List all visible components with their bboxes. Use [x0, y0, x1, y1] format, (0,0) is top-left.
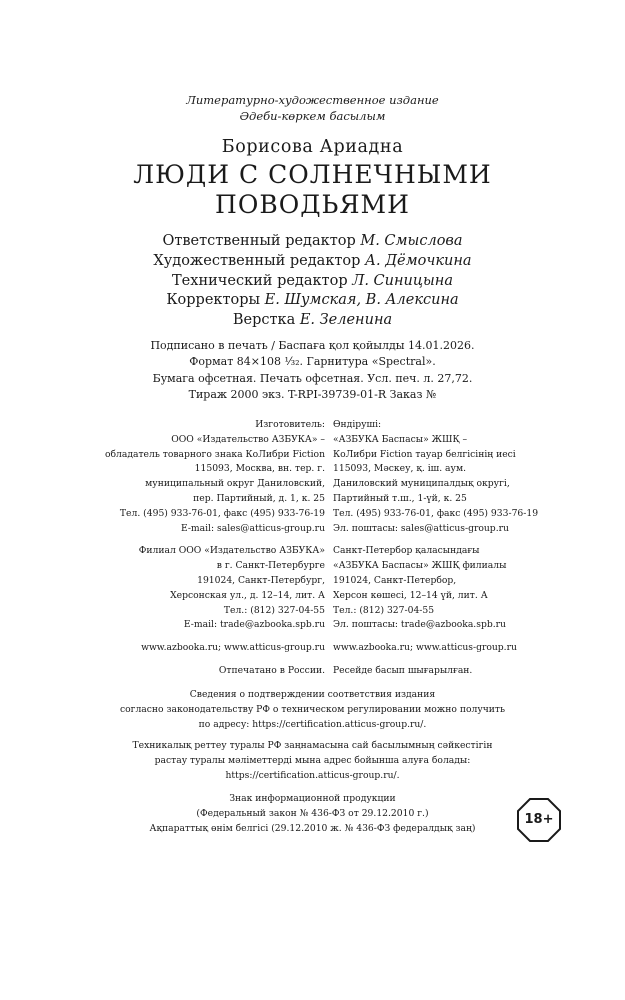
text-line: Тел.: (812) 327-04-55	[223, 604, 325, 616]
credit-name: Л. Синицына	[352, 272, 453, 289]
text-line: в г. Санкт-Петербурге	[216, 560, 325, 572]
text-line: 115093, Москва, вн. тер. г.	[194, 463, 325, 475]
credit-line	[0, 252, 625, 272]
genre-block	[0, 92, 625, 124]
certification-kz	[0, 739, 625, 783]
text-line: «АЗБУКА Баспасы» ЖШҚ филиалы	[333, 560, 507, 572]
book-title	[0, 160, 625, 220]
publisher-columns	[80, 418, 545, 687]
print-line: Подписано в печать / Баспаға қол қойылды 14.01.2026.	[150, 339, 475, 352]
branch-kz	[333, 544, 545, 633]
credit-role: Технический редактор	[172, 272, 348, 289]
text-line: обладатель товарного знака КоЛибри Fiction	[104, 448, 325, 460]
text-line: Эл. поштасы: trade@azbooka.spb.ru	[333, 619, 506, 631]
text-line: 115093, Мәскеу, қ. іш. аум.	[333, 463, 467, 475]
print-line: Тираж 2000 экз. T-RPI-39739-01-R Заказ №	[188, 387, 437, 401]
text-line: (Федеральный закон № 436-ФЗ от 29.12.2010 г.)	[196, 807, 429, 819]
text-line: Херсон көшесі, 12–14 үй, лит. А	[333, 589, 488, 601]
text-line: E-mail: sales@atticus-group.ru	[180, 522, 325, 534]
title-line-1: ЛЮДИ С СОЛНЕЧНЫМИ	[133, 160, 492, 189]
text-line: «АЗБУКА Баспасы» ЖШҚ –	[333, 433, 468, 445]
websites-block	[80, 641, 545, 656]
text-line: Сведения о подтверждении соответствия издания	[189, 689, 436, 700]
credit-name: А. Дёмочкина	[365, 252, 472, 269]
text-line: Ресейде басып шығарылған.	[333, 664, 473, 676]
text-line: Өндіруші:	[333, 419, 382, 430]
credit-line	[0, 291, 625, 311]
printed-in-block	[80, 664, 545, 679]
websites-ru	[80, 641, 325, 656]
text-line: https://certification.atticus-group.ru/.	[225, 769, 400, 781]
text-line: Отпечатано в России.	[218, 664, 325, 676]
print-info	[0, 338, 625, 403]
branch-block	[80, 544, 545, 633]
credits-list	[0, 232, 625, 331]
credit-role: Корректоры	[166, 292, 261, 309]
text-line: Знак информационной продукции	[229, 793, 396, 804]
credit-name: Е. Шумская, В. Алексина	[264, 292, 459, 309]
manufacturer-kz	[333, 418, 545, 536]
text-line: Херсонская ул., д. 12–14, лит. А	[170, 589, 325, 601]
text-line: Санкт-Петербор қаласындағы	[333, 545, 480, 557]
text-line: растау туралы мәліметтерді мына адрес бойынша алуға болады:	[154, 754, 471, 766]
text-line: www.azbooka.ru; www.atticus-group.ru	[141, 642, 325, 654]
print-line: Бумага офсетная. Печать офсетная. Усл. печ. л. 27,72.	[152, 371, 473, 385]
credit-role: Ответственный редактор	[162, 233, 356, 249]
credit-line	[0, 272, 625, 292]
websites-kz	[333, 641, 545, 656]
text-line: согласно законодательству РФ о техническом регулировании можно получить	[119, 703, 506, 715]
print-line: Формат 84×108 ¹⁄₃₂. Гарнитура «Spectral».	[189, 355, 436, 369]
text-line: Тел. (495) 933-76-01, факс (495) 933-76-19	[333, 507, 539, 519]
genre-kz: Әдеби-көркем басылым	[239, 109, 386, 123]
text-line: www.azbooka.ru; www.atticus-group.ru	[333, 642, 517, 654]
text-line: Эл. поштасы: sales@atticus-group.ru	[333, 522, 509, 534]
title-line-2: ПОВОДЬЯМИ	[215, 190, 410, 219]
text-line: Тел. (495) 933-76-01, факс (495) 933-76-19	[119, 507, 325, 519]
text-line: пер. Партийный, д. 1, к. 25	[193, 492, 325, 504]
branch-ru	[80, 544, 325, 633]
text-line: ООО «Издательство АЗБУКА» –	[171, 433, 325, 445]
credit-line	[0, 311, 625, 331]
text-line: Тел.: (812) 327-04-55	[333, 604, 435, 616]
text-line: Филиал ООО «Издательство АЗБУКА»	[138, 545, 325, 557]
credit-role: Художественный редактор	[153, 252, 361, 269]
author-name: Борисова Ариадна	[221, 137, 404, 157]
text-line: по адресу: https://certification.atticus-group.ru/.	[198, 718, 427, 730]
credit-name: Е. Зеленина	[299, 312, 393, 329]
certification-ru	[0, 688, 625, 732]
manufacturer-block	[80, 418, 545, 536]
printed-in-ru	[80, 664, 325, 679]
credit-line	[0, 232, 625, 252]
credit-role: Верстка	[232, 312, 296, 329]
text-line: КоЛибри Fiction тауар белгісінің иесі	[333, 448, 516, 460]
text-line: Даниловский муниципалдық округі,	[333, 478, 510, 490]
manufacturer-ru	[80, 418, 325, 536]
text-line: Изготовитель:	[255, 419, 325, 430]
text-line: Техникалық реттеу туралы РФ заңнамасына сай басылымның сәйкестігін	[132, 740, 493, 751]
text-line: 191024, Санкт-Петербор,	[333, 574, 457, 586]
printed-in-kz	[333, 664, 545, 679]
text-line: муниципальный округ Даниловский,	[145, 478, 325, 490]
credit-name: М. Смыслова	[360, 233, 463, 249]
age-rating-label: 18+	[524, 812, 554, 827]
text-line: Ақпараттық өнім белгісі (29.12.2010 ж. № 436-ФЗ федералдық заң)	[149, 822, 476, 834]
age-rating-badge	[516, 797, 562, 843]
text-line: Партийный т.ш., 1-үй, к. 25	[333, 492, 467, 504]
text-line: 191024, Санкт-Петербург,	[197, 574, 325, 586]
text-line: E-mail: trade@azbooka.spb.ru	[183, 619, 325, 631]
genre-ru: Литературно-художественное издание	[186, 93, 439, 107]
